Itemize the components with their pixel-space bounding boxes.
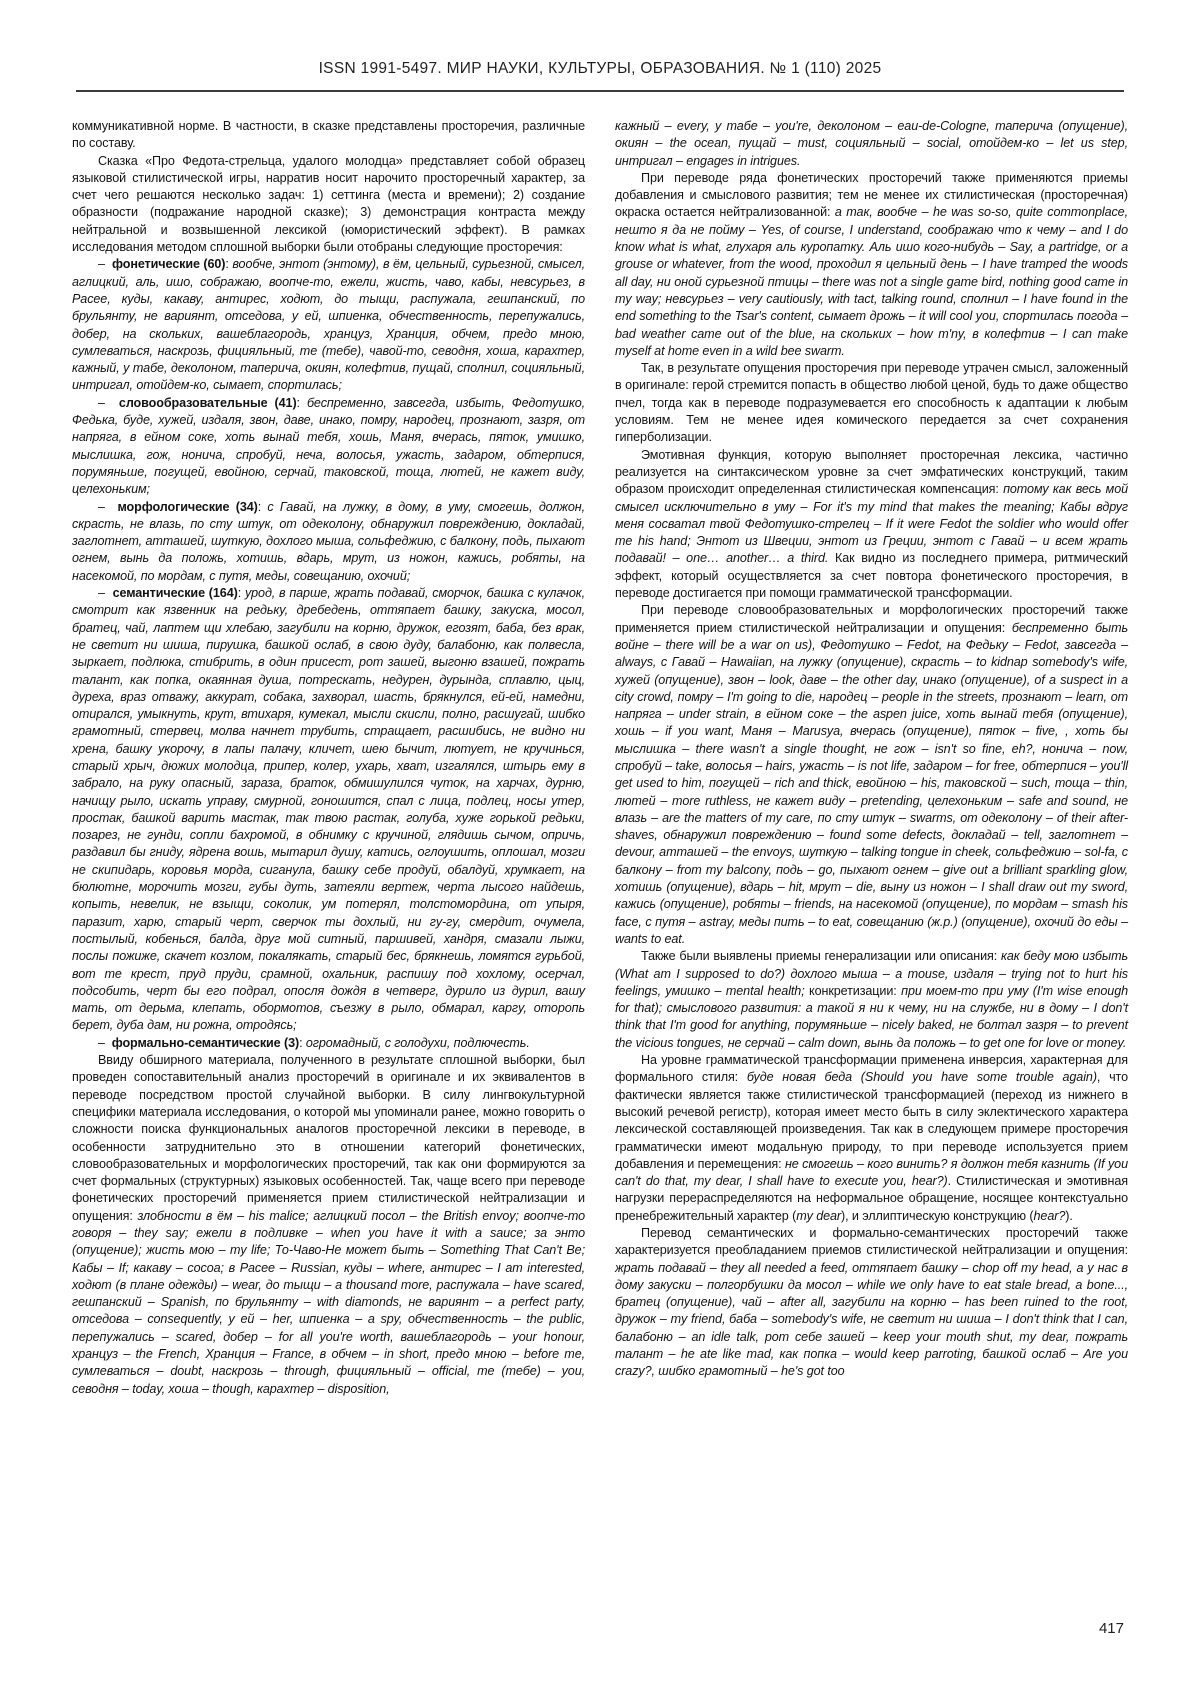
text-run: – xyxy=(98,395,119,410)
paragraph xyxy=(615,447,1128,603)
example-text-run: жрать подавай – they all needed a feed, оттяпает башку – chop off my head, а у нас в дому закуски – полгорбушки да мосол – while we only have to eat stale bread, a bone..., братец (опущение), чай – after all, загубили на корню – has been ruined to the root, дружок – my friend, баба – somebody's wife, не светит ни шиша – I don't think that I can, балабоню – an idle talk, рот себе зашей – keep your mouth shut, my dear, пожрать талант – he ate like mad, как попка – would keep parroting, башкой ослаб – Are you crazy?, шибко грамотный – he's got too xyxy=(615,1260,1128,1379)
example-text-run: беспременно, завсегда, избыть, Федотушко, Федька, буде, хужей, издаля, звон, даве, инако, помру, народец, прознают, зазря, от напряга, в ейном соке, хоть вынай тебя, хошь, Маня, вчерась, пяток, умишко, мыслишка, гож, нонича, спробуй, неча, волосья, ужасть, задаром, обтерпися, порумяньше, погущей, евойною, серчай, таковской, тоща, лютей, не кажет виду, целехоньким; xyxy=(72,395,585,497)
text-run: Также были выявлены приемы генерализации или описания: xyxy=(641,949,1001,964)
text-run: ). xyxy=(1065,1208,1073,1223)
text-run: – xyxy=(98,257,112,272)
paragraph xyxy=(615,360,1128,446)
paragraph xyxy=(615,948,1128,1052)
text-run: : xyxy=(225,257,233,272)
text-run: : xyxy=(237,586,245,601)
example-text-run: hear? xyxy=(1033,1208,1066,1223)
paragraph xyxy=(615,1052,1128,1225)
text-run: При переводе ряда фонетических просторечий также применяются приемы добавления и смыслового развития; тем не менее их стилистическая (просторечная) окраска остается нейтрализованной: xyxy=(615,170,1128,220)
text-run: – xyxy=(98,586,113,601)
text-run: : xyxy=(257,499,268,514)
example-text-run: беспременно быть войне – there will be a war on us), Федотушко – Fedot, на Федьку – Fedot, завсегда – always, с Гавай – Hawaiian, на лужку (опущение), скрасть – to kidnap somebody's wife, хужей (опущение), звон – look, даве – the other day, инако (опущение), of a suspect in a city crowd, помру – I'm going to die, народец – people in the streets, прознают – learn, от напряга – under strain, в ейном соке – the aspen juice, хоть вынай тебя (опущение), хошь – if you want, Маня – Marusya, вчерась (опущение), пяток – five, , хоть бы мыслишка – there wasn't a single thought, не гож – isn't so fine, eh?, нонича – now, спробуй – take, волосья – hairs, ужасть – is not life, задаром – for free, обтерпися – you'll get used to him, погущей – rich and thick, евойною – his, таковской – such, тоща – thin, лютей – more ruthless, не кажет виду – pretending, целехоньким – safe and sound, не влазь – are the matters of my care, по сту штук – swarms, от одеколону – of their after-shaves, обнаружил повреждению – found some defects, докладай – tell, заглотнет – devour, атташей – the envoys, шуткую – talking tongue in cheek, сольфеджию – sol-fa, с балкону – from my balcony, подь – go, пыхают огнем – give out a brilliant sparkling glow, хотишь (опущение), вдарь – hit, мрут – die, выну из ножон – I shall draw out my sword, кажись (опущение), робяты – friends, на насекомой (опущение), по мордам – smash his face, с путя – astray, меды пить – to eat, совещанию (ж.р.) (опущение), охочий до еды – wants to eat. xyxy=(615,620,1129,946)
article-body xyxy=(72,118,1128,1398)
text-run: – xyxy=(98,499,118,514)
example-text-run: кажный – every, у табе – you're, деколоном – eau-de-Cologne, таперича (опущение), окиян – the ocean, пущай – must, социяльный – social, отойдем-ко – let us step, интригал – engages in intrigues. xyxy=(615,119,1128,168)
example-text-run: а так, вообче – he was so-so, quite commonplace, нешто я да не пойму – Yes, of course, I understand, соображаю что к чему – and I do know what is what, глухаря аль куропатку. Аль ишо кого-нибудь – Say, a partridge, or a grouse or whatever, from the wood, проходил я цельный день – I have tramped the woods all day, ни оной сурьезной птицы – there was not a single game bird, nothing good came in my way; невсурьез – very cautiously, with tact, talking round, сполнил – I have found in the end something to the Tsar's content, сымает дрожь – it will cool you, спортилась погода – bad weather came out of the blue, на скольких – how m'ny, в колефтив – I can make myself at home even in a wild bee swarm. xyxy=(615,205,1128,358)
paragraph xyxy=(72,1052,585,1398)
example-text-run: огромадный, с голодухи, подлючесть. xyxy=(305,1035,530,1050)
text-run: Ввиду обширного материала, полученного в результате сплошной выборки, был проведен сопоставительный анализ просторечий в оригинале и их эквивалентов в переводе посредством простой случайной выборки. В силу лингвокультурной специфики материала исследования, о которой мы упоминали ранее, можно говорить о сложности поиска функциональных аналогов просторечной лексики в переводе, в особенности затруднительно это в отношении категорий фонетических, словообразовательных и морфологических просторечий, так как они формируются за счет формальных (структурных) языковых особенностей. Так, чаще всего при переводе фонетических просторечий применяется прием стилистической нейтрализации и опущения: xyxy=(72,1053,585,1223)
example-text-run: не смогешь – кого винить? я должон тебя казнить (If you can't do that, my dear, I shall have to execute you, hear?) xyxy=(615,1156,1128,1189)
text-run: , что фактически является также стилистической трансформацией (переход из нижнего в высокий речевой регистр), которая имеет место быть в силу эклектического характера лексической составляющей произведения. Так как в следующем примере просторечия грамматически имеют модальную природу, то при переводе используется прием добавления и перемещения: xyxy=(615,1070,1128,1171)
example-text-run: как беду мою избыть (What am I supposed to do?) дохлого мыша – a mouse, издаля – trying not to hurt his feelings, умишко – mental health; xyxy=(615,949,1128,998)
journal-header: ISSN 1991-5497. МИР НАУКИ, КУЛЬТУРЫ, ОБРАЗОВАНИЯ. № 1 (110) 2025 xyxy=(318,60,882,77)
text-run: При переводе словообразовательных и морфологических просторечий также применяется прием стилистической нейтрализации и опущения: xyxy=(615,603,1128,635)
category-label: семантические (164) xyxy=(112,586,238,601)
category-label: фонетические (60) xyxy=(111,257,226,272)
text-run: Так, в результате опущения просторечия при переводе утрачен смысл, заложенный в оригинале: герой стремится попасть в общество любой ценой, будь то даже общество пчел, тогда как в переводе подразумевается его способность к адаптации к любым условиям. Тем не менее идея комического передается за счет сохранения гиперболизации. xyxy=(615,361,1128,445)
text-run: – xyxy=(98,1035,112,1050)
left-column xyxy=(72,118,585,1398)
paragraph xyxy=(72,256,585,394)
text-run: ), и эллиптическую конструкцию ( xyxy=(841,1208,1034,1223)
category-label: словообразовательные (41) xyxy=(118,395,297,410)
right-column xyxy=(615,118,1128,1398)
header-rule xyxy=(76,90,1124,92)
paragraph xyxy=(72,499,585,585)
text-run: На уровне грамматической трансформации применена инверсия, характерная для формального стиля: xyxy=(615,1053,1128,1085)
text-run: Сказка «Про Федота-стрельца, удалого молодца» представляет собой образец языковой стилистической игры, нарратив носит нарочито просторечный характер, за счет чего решаются несколько задач: 1) сеттинга (места и времени); 2) создание образности (подражание народной сказке); 3) демонстрация контраста между нейтральной и возвышенной лексикой (юмористический эффект). В рамках исследования методом сплошной выборки были отобраны следующие просторечия: xyxy=(72,153,585,255)
example-text-run: при моем-то при уму (I'm wise enough for that); смыслового развития: а такой я ни к чему, ни на службе, ни в дому – I don't think that I'm good for anything, порумяньше – nicely baked, не болтал зазря – to prevent the vicious tongues, не серчай – calm down, вынь да положь – to get one for love or money. xyxy=(615,983,1129,1050)
example-text-run: с Гавай, на лужку, в дому, в уму, смогешь, должон, скрасть, не влазь, по сту штук, от одеколону, обнаружил повреждению, докладай, заглотнет, атташей, шуткую, дохлого мыша, сольфеджию, с балкону, подь, пыхают огнем, вынь да положь, хотишь, вдарь, мрут, из ножон, кажись, робяты, на насекомой, по мордам, с путя, меды, совещанию, охочий; xyxy=(72,499,586,583)
text-run: : xyxy=(296,395,307,410)
paragraph xyxy=(615,602,1128,948)
text-run: коммуникативной норме. В частности, в сказке представлены просторечия, различные по составу. xyxy=(72,119,585,151)
example-text-run: злобности в ём – his malice; аглицкий посол – the British envoy; воопче-то говоря – they say; ежели в подливке – when you have it with a sauce; за энто (опущение); жисть мою – my life; То-Чаво-Не может быть – Something That Can't Be; Кабы – If; какаву – cocoa; в Расее – Russian, куды – where, антирес – I am interested, ходют (в плане одежды) – wear, до тыщи – a thousand more, распужала – have scared, гешпанский – Spanish, по брульянту – with diamonds, не вариянт – a perfect party, отседова – consequently, у ей – her, шпиенка – a spy, обчественность – the public, перепужались – scared, добер – for all you're worth, вашеблагородь – your honour, хранцуз – the French, Хранция – France, в обчем – in short, предо мною – before me, сумлеваться – doubt, наскрозь – through, фицияльный – official, те (тебе) – you, севодня – today, хоша – though, карахтер – disposition, xyxy=(72,1208,585,1396)
paragraph xyxy=(615,1225,1128,1381)
category-label: морфологические (34) xyxy=(117,499,258,514)
example-text-run: буде новая беда (Should you have some trouble again) xyxy=(746,1070,1097,1085)
paragraph xyxy=(72,153,585,257)
text-run: Как видно из последнего примера, ритмический эффект, который осуществляется за счет повтора фонетического просторечия, в переводе достигается при помощи грамматической трансформации. xyxy=(615,551,1128,601)
paragraph xyxy=(615,170,1128,360)
text-run: Перевод семантических и формально-семантических просторечий также характеризуется преобладанием приемов стилистической нейтрализации и опущения: xyxy=(615,1226,1128,1258)
paragraph xyxy=(72,395,585,499)
paragraph xyxy=(72,1035,585,1052)
paragraph xyxy=(72,585,585,1035)
example-text-run: вообче, энтот (энтому), в ём, цельный, сурьезной, смысел, аглицкий, аль, ишо, сображаю, воопче-то, ежели, жисть, чаво, кабы, невсурьез, в Расее, куды, какаву, антирес, ходют, до тыщи, распужала, гешпанский, по брульянту, не вариянт, отседова, у ей, шпиенка, обчественность, перепужались, добер, на скольких, вашеблагородь, хранцуз, Хранция, обчем, предо мною, сумлеваться, наскрозь, фицияльный, те (тебе), чавой-то, севодня, хоша, карахтер, кажный, у табе, деколоном, таперича, окиян, колефтив, пущай, сполнил, социяльный, интригал, отойдем-ко, сымает, спортилась; xyxy=(72,257,585,393)
paragraph xyxy=(72,118,585,153)
example-text-run: my dear xyxy=(796,1208,841,1223)
text-run: : xyxy=(299,1035,306,1050)
page-number: 417 xyxy=(1098,1620,1124,1637)
paragraph xyxy=(615,118,1128,170)
example-text-run: урод, в парше, жрать подавай, сморчок, башка с кулачок, смотрит как язвенник на редьку, дребедень, оттяпает башку, закуска, мосол, братец, чай, лаптем щи хлебаю, загубили на корню, дружок, егозят, баба, без врак, не светит ни шиша, пирушка, башкой ослаб, в свою дуду, балабоню, как полвесла, зыркает, подлюка, стибрить, в один присест, рот зашей, выгоню взашей, пожрать талант, как попка, окаянная душа, потрескать, недурен, дурында, сплавлю, цыц, дуреха, враз отважу, аккурат, собака, захворал, шасть, брякнулся, ей-ей, намедни, отирался, умыкнуть, крут, втихаря, кумекал, мысли скисли, полно, расшугай, шибко грамотный, стервец, молва начнет трубить, стращает, расшибись, не видно ни хрена, башку укорочу, в лапы палачу, кличет, шею бычит, лютует, не кручинься, старый хрыч, дюжих молодца, припер, колер, ухарь, хват, изгалялся, штырь ему в забрало, на руку опасный, зараза, браток, обмишулился чуток, на харчах, дурню, начищу рыло, искать управу, смурной, гоношится, спал с лица, подлец, носы утер, простак, башкой варить мастак, так твою растак, голуба, хуже горькой редьки, позарез, не гунди, сопли бахромой, в обнимку с кручиной, глядишь сычом, опричь, раздавил бы гниду, ядрена вошь, мытарил душу, катись, оглоушить, оплошал, мозги не скипидарь, коровья морда, сиганула, башку себе продуй, обалдуй, хрумкает, на бюлютне, морочить мозги, губы дуть, затеяли вертеж, черта лысого найдешь, копыть, невелик, не взыщи, соколик, ум потерял, толстомордина, от упыря, паразит, харю, старый черт, сверчок ты дохлый, ни гу-гу, смердит, очумела, постылый, кобенься, балда, друг мой ситный, паршивей, хандря, смазали лыжи, послы пожиже, скачет козлом, покалякать, старый бес, брякнешь, ломятся гурьбой, вот те крест, пруд пруди, срамной, охальник, распишу под хохлому, осерчал, подсобить, черт бы его подрал, опосля дождя в четверг, дурило из дурил, вашу мать, от дерьма, клепать, обормотов, съезжу в рыло, обмарал, каргу, оторопь берет, дуба дам, ни рожна, отродясь; xyxy=(72,586,585,1033)
text-run: . Стилистическая и эмотивная нагрузки перераспределяются на неформальное обращение, носящее контекстуально пренебрежительный характер ( xyxy=(615,1174,1128,1223)
text-run: конкретизации: xyxy=(809,983,902,998)
text-run: Эмотивная функция, которую выполняет просторечная лексика, частично реализуется на синтаксическом уровне за счет эмфатических конструкций, таким образом происходит определенная стилистическая компенсация: xyxy=(615,447,1128,497)
example-text-run: потому как весь мой смысел исключительно в уму – For it's my mind that makes the meaning; Кабы вдруг меня сосватал твой Федотушко-стрелец – If it were Fedot the soldier who would offer me his hand; Энтот из Швеции, энтот из Греции, энтот с Гавай – и всем жрать подавай! – one… another… a third. xyxy=(615,482,1128,566)
category-label: формально-семантические (3) xyxy=(111,1035,300,1050)
